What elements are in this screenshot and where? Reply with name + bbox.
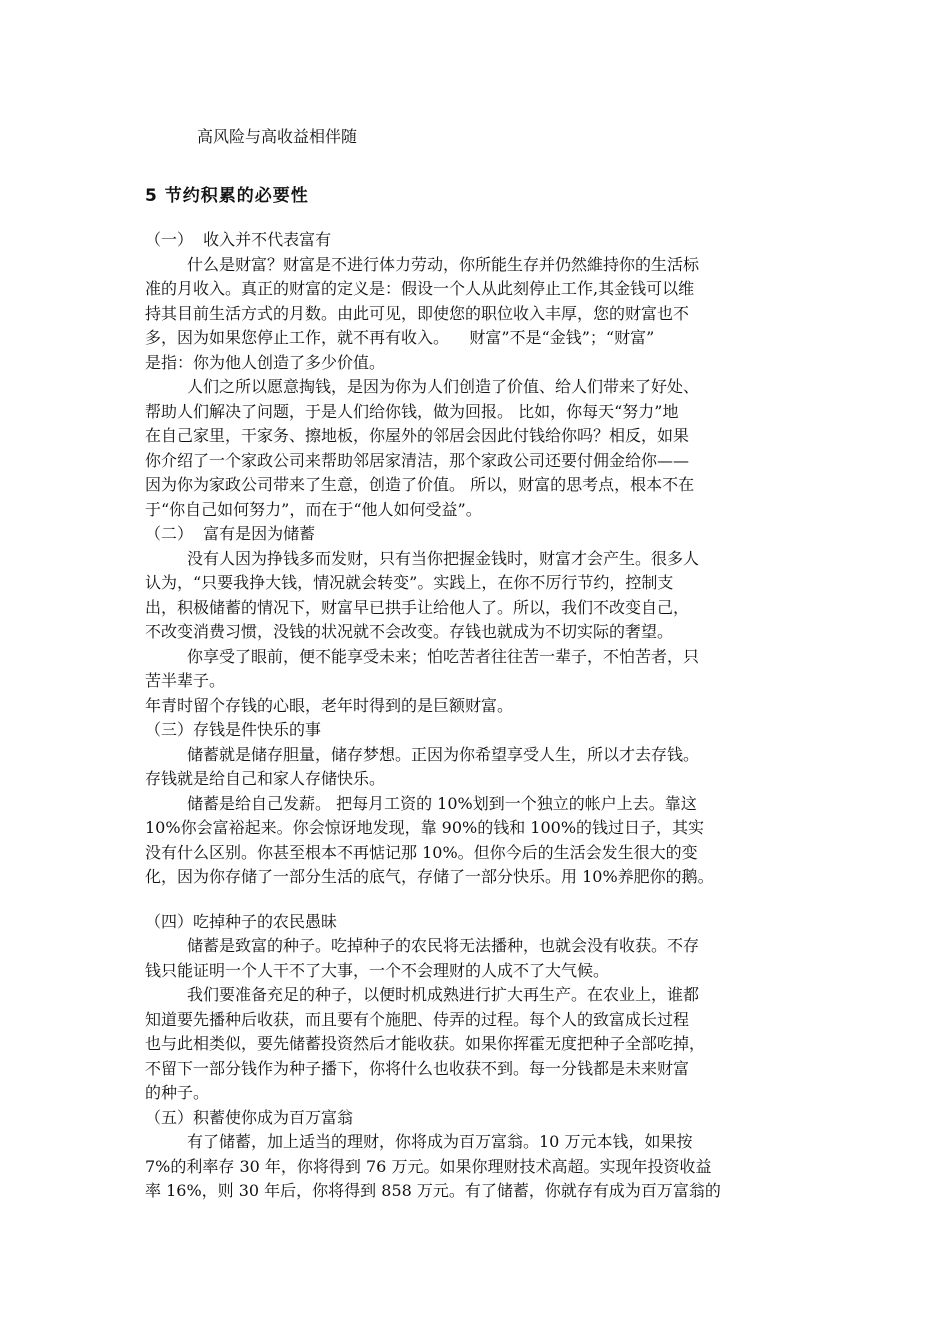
text-line: 储蓄就是储存胆量，储存梦想。正因为你希望享受人生，所以才去存钱。 xyxy=(187,744,700,764)
text-line: 化，因为你存储了一部分生活的底气，存储了一部分快乐。用 10%养肥你的鹅。 xyxy=(145,867,714,886)
text-line: 高风险与高收益相伴随 xyxy=(197,127,358,146)
text-line: 因为你为家政公司带来了生意，创造了价值。 所以，财富的思考点，根本不在 xyxy=(145,475,695,494)
text-line: （一） 收入并不代表富有 xyxy=(145,230,332,249)
text-line: 有了储蓄，加上适当的理财，你将成为百万富翁。10 万元本钱，如果按 xyxy=(187,1132,693,1151)
text-line: 出，积极储蓄的情况下，财富早已拱手让给他人了。所以，我们不改变自己， xyxy=(145,597,690,617)
text-line: 年青时留个存钱的心眼，老年时得到的是巨额财富。 xyxy=(145,695,514,715)
text-line: 储蓄是致富的种子。吃掉种子的农民将无法播种，也就会没有收获。不存 xyxy=(187,936,700,955)
text-line: 持其目前生活方式的月数。由此可见，即使您的职位收入丰厚，您的财富也不 xyxy=(145,303,690,323)
text-line: 存钱就是给自己和家人存储快乐。 xyxy=(145,769,386,788)
text-line: 在自己家里，干家务、擦地板，你屋外的邻居会因此付钱给你吗？相反，如果 xyxy=(145,426,690,445)
text-line: 什么是财富？财富是不进行体力劳动，你所能生存并仍然維持你的生活标 xyxy=(187,254,700,274)
text-line: （五）积蓄使你成为百万富翁 xyxy=(145,1107,354,1127)
text-line: 没有人因为挣钱多而发财，只有当你把握金钱时，财富才会产生。很多人 xyxy=(187,548,700,568)
text-line: 我们要准备充足的种子，以便时机成熟进行扩大再生产。在农业上，谁都 xyxy=(187,985,700,1004)
text-line: 没有什么区别。你甚至根本不再惦记那 10%。但你今后的生活会发生很大的变 xyxy=(145,842,698,862)
text-line: 认为，“只要我挣大钱，情况就会转变”。实践上，在你不厉行节约，控制支 xyxy=(145,573,674,592)
spacer xyxy=(145,890,805,910)
text-line: （三）存钱是件快乐的事 xyxy=(145,720,322,739)
text-line: 帮助人们解决了问题，于是人们给你钱，做为回报。 比如，你每天“努力”地 xyxy=(145,401,679,421)
text-line: 是指：你为他人创造了多少价值。 xyxy=(145,352,386,372)
text-line: 储蓄是给自己发薪。 把每月工资的 10%划到一个独立的帐户上去。靠这 xyxy=(187,793,697,813)
text-line: 人们之所以愿意掏钱，是因为你为人们创造了价值、给人们带来了好处、 xyxy=(187,377,700,396)
text-line: 7%的利率存 30 年，你将得到 76 万元。如果你理财技术高超。实现年投资收益 xyxy=(145,1156,712,1176)
text-line: 不留下一部分钱作为种子播下，你将什么也收获不到。每一分钱都是未来财富 xyxy=(145,1058,690,1078)
spacer xyxy=(145,150,805,184)
text-line: 多，因为如果您停止工作，就不再有收入。 财富”不是“金钱”；“财富” xyxy=(145,328,655,347)
text-line: 率 16%，则 30 年后，你将得到 858 万元。有了储蓄，你就存有成为百万富翁的 xyxy=(145,1181,721,1200)
text-line: 你介绍了一个家政公司来帮助邻居家清洁，那个家政公司还要付佣金给你—— xyxy=(145,450,690,470)
text-line: 于“你自己如何努力”，而在于“他人如何受益”。 xyxy=(145,499,482,519)
text-line: 钱只能证明一个人干不了大事，一个不会理财的人成不了大气候。 xyxy=(145,960,610,980)
text-line: 准的月收入。真正的财富的定义是：假设一个人从此刻停止工作,其金钱可以维 xyxy=(145,279,695,298)
section-heading: 5 节约积累的必要性 xyxy=(145,185,309,206)
text-line: 知道要先播种后收获，而且要有个施肥、侍弄的过程。每个人的致富成长过程 xyxy=(145,1009,690,1029)
text-line: 苦半辈子。 xyxy=(145,671,226,690)
document-page xyxy=(145,125,805,1204)
text-line: 的种子。 xyxy=(145,1083,210,1102)
text-line: 10%你会富裕起来。你会惊讶地发现，靠 90%的钱和 100%的钱过日子，其实 xyxy=(145,818,705,837)
text-line: 也与此相类似，要先储蓄投资然后才能收获。如果你挥霍无度把种子全部吃掉， xyxy=(145,1034,706,1053)
text-line: 不改变消费习惯，没钱的状况就不会改变。存钱也就成为不切实际的奢望。 xyxy=(145,622,674,641)
spacer xyxy=(145,208,805,228)
text-line: 你享受了眼前，便不能享受未来；怕吃苦者往往苦一辈子，不怕苦者，只 xyxy=(187,646,700,666)
text-line: （四）吃掉种子的农民愚昧 xyxy=(145,911,338,931)
text-line: （二） 富有是因为储蓄 xyxy=(145,524,316,543)
